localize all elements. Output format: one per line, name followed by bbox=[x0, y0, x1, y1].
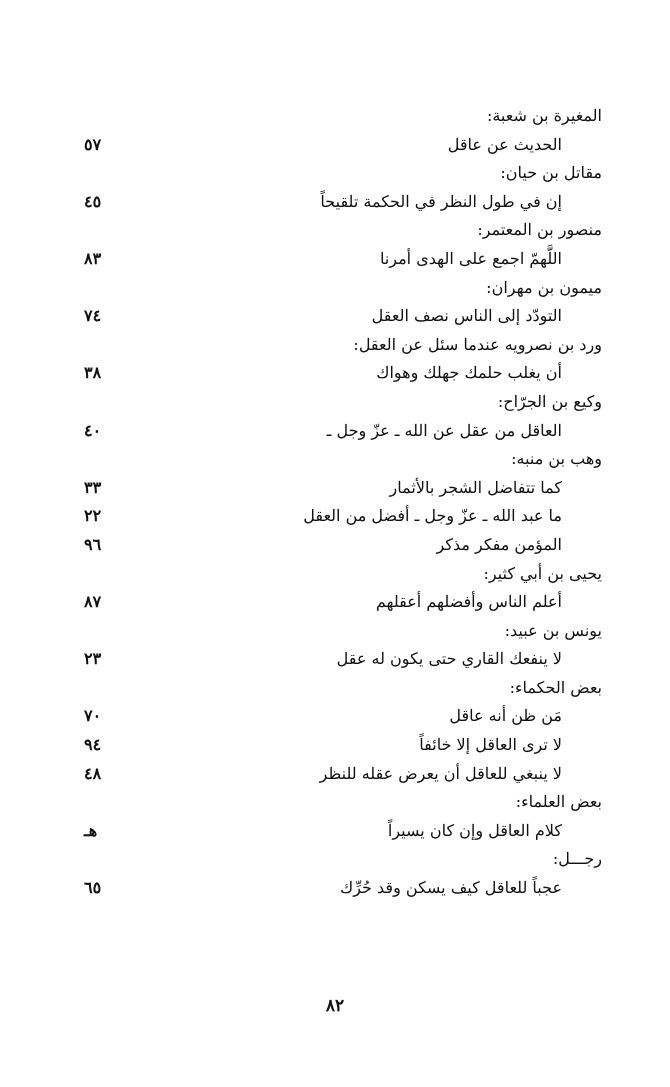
page-number: ٨٢ bbox=[325, 996, 345, 1016]
author-name: يحيى بن أبي كثير: bbox=[483, 563, 602, 583]
saying-entry bbox=[84, 531, 602, 560]
author-heading bbox=[84, 845, 602, 874]
page-reference: ٨٣ bbox=[84, 248, 102, 268]
author-name: وهب بن منبه: bbox=[511, 449, 602, 469]
author-name: رجـــل: bbox=[552, 849, 602, 869]
saying-entry bbox=[84, 817, 602, 846]
saying-text: كلام العاقل وإن كان يسيراً bbox=[387, 820, 562, 840]
page-reference: ٥٧ bbox=[84, 134, 102, 154]
author-heading bbox=[84, 159, 602, 188]
page-reference: ٢٣ bbox=[84, 649, 102, 669]
author-heading bbox=[84, 674, 602, 703]
page-reference: ٤٠ bbox=[84, 420, 102, 440]
saying-entry bbox=[84, 188, 602, 217]
saying-text: مَن ظن أنه عاقل bbox=[449, 706, 562, 726]
saying-entry bbox=[84, 131, 602, 160]
page-reference: ٣٨ bbox=[84, 363, 102, 383]
saying-text: العاقل من عقل عن الله ـ عزّ وجل ـ bbox=[326, 420, 562, 440]
saying-text: أن يغلب حلمك جهلك وهواك bbox=[376, 363, 562, 383]
page-reference: ٢٢ bbox=[84, 506, 102, 526]
author-heading bbox=[84, 560, 602, 589]
saying-entry bbox=[84, 702, 602, 731]
author-heading bbox=[84, 274, 602, 303]
index-entries bbox=[84, 102, 602, 903]
saying-entry bbox=[84, 502, 602, 531]
page-reference: ٨٧ bbox=[84, 592, 102, 612]
saying-text: لا ينبغي للعاقل أن يعرض عقله للنظر bbox=[319, 763, 562, 783]
author-name: وكيع بن الجرّاح: bbox=[497, 391, 602, 411]
author-name: يونس بن عبيد: bbox=[504, 620, 602, 640]
author-heading bbox=[84, 445, 602, 474]
page-reference: هـ bbox=[84, 820, 98, 840]
author-name: بعض الحكماء: bbox=[509, 677, 602, 697]
saying-text: أعلم الناس وأفضلهم أعقلهم bbox=[375, 592, 562, 612]
saying-entry bbox=[84, 731, 602, 760]
saying-entry bbox=[84, 302, 602, 331]
saying-text: إن في طول النظر في الحكمة تلقيحاً bbox=[320, 191, 562, 211]
saying-entry bbox=[84, 588, 602, 617]
saying-text: التودّد إلى الناس نصف العقل bbox=[371, 306, 562, 326]
author-heading bbox=[84, 388, 602, 417]
author-heading bbox=[84, 331, 602, 360]
author-name: بعض العلماء: bbox=[515, 792, 602, 812]
saying-entry bbox=[84, 760, 602, 789]
author-name: مقاتل بن حيان: bbox=[500, 163, 602, 183]
saying-text: لا ينفعك القاري حتى يكون له عقل bbox=[336, 649, 562, 669]
page-reference: ٤٥ bbox=[84, 191, 102, 211]
page-reference: ٣٣ bbox=[84, 477, 102, 497]
saying-text: اللَّهمّ اجمع على الهدى أمرنا bbox=[379, 248, 562, 268]
author-name: منصور بن المعتمر: bbox=[477, 220, 602, 240]
saying-entry bbox=[84, 474, 602, 503]
saying-entry bbox=[84, 359, 602, 388]
saying-entry bbox=[84, 874, 602, 903]
author-name: ورد بن نصرويه عندما سئل عن العقل: bbox=[353, 334, 602, 354]
author-heading bbox=[84, 617, 602, 646]
author-heading bbox=[84, 788, 602, 817]
saying-text: عجباً للعاقل كيف يسكن وقد حُرِّك bbox=[340, 878, 562, 898]
page-reference: ٧٠ bbox=[84, 706, 102, 726]
saying-entry bbox=[84, 245, 602, 274]
saying-text: الحديث عن عاقل bbox=[447, 134, 562, 154]
author-heading bbox=[84, 216, 602, 245]
saying-text: المؤمن مفكر مذكر bbox=[436, 534, 562, 554]
page-reference: ٩٤ bbox=[84, 735, 102, 755]
saying-text: لا ترى العاقل إلا خائفاً bbox=[419, 735, 562, 755]
saying-text: ما عبد الله ـ عزّ وجل ـ أفضل من العقل bbox=[303, 506, 562, 526]
author-name: ميمون بن مهران: bbox=[486, 277, 602, 297]
page-reference: ٤٨ bbox=[84, 763, 102, 783]
author-name: المغيرة بن شعبة: bbox=[486, 106, 602, 125]
page-reference: ٧٤ bbox=[84, 306, 102, 326]
saying-entry bbox=[84, 645, 602, 674]
page-reference: ٦٥ bbox=[84, 878, 102, 898]
author-heading bbox=[84, 102, 602, 131]
saying-text: كما تتفاضل الشجر بالأثمار bbox=[389, 477, 562, 497]
page-reference: ٩٦ bbox=[84, 534, 102, 554]
saying-entry bbox=[84, 417, 602, 446]
